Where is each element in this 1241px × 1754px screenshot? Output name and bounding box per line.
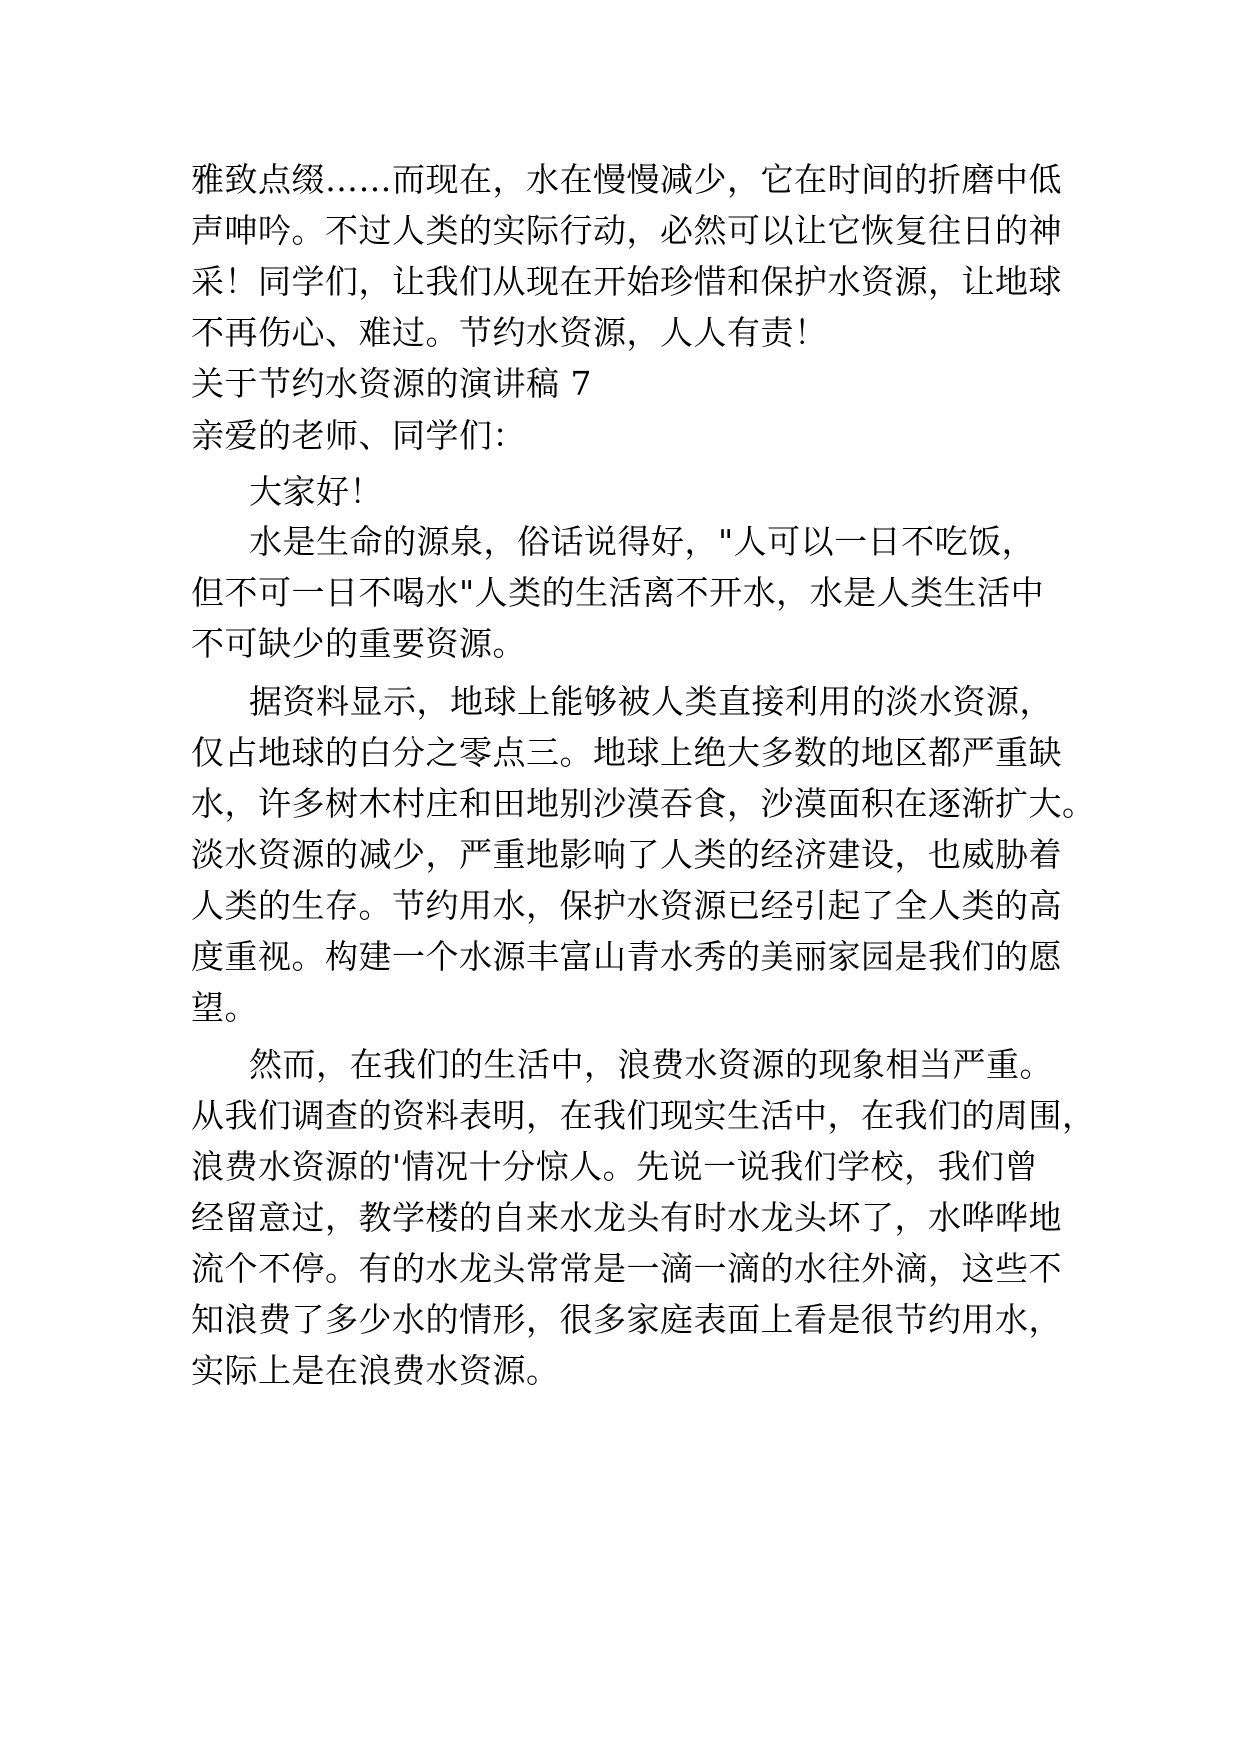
text-line: 不再伤心、难过。节约水资源，人人有责！ (191, 313, 828, 352)
text-line: 不可缺少的重要资源。 (191, 624, 526, 663)
text-line: 浪费水资源的'情况十分惊人。先说一说我们学校，我们曾 (191, 1147, 1039, 1186)
text-line: 然而，在我们的生活中，浪费水资源的现象相当严重。 (249, 1045, 1053, 1084)
text-line: 经留意过，教学楼的自来水龙头有时水龙头坏了，水哗哗地 (191, 1198, 1062, 1237)
text-line: 从我们调查的资料表明，在我们现实生活中，在我们的周围， (191, 1096, 1096, 1135)
text-line: 度重视。构建一个水源丰富山青水秀的美丽家园是我们的愿 (191, 937, 1062, 976)
greeting: 大家好！ (249, 472, 383, 511)
text-line: 据资料显示，地球上能够被人类直接利用的淡水资源， (249, 682, 1053, 721)
text-line: 雅致点缀……而现在，水在慢慢减少，它在时间的折磨中低 (191, 160, 1062, 199)
text-line: 淡水资源的减少，严重地影响了人类的经济建设，也威胁着 (191, 835, 1062, 874)
text-line: 流个不停。有的水龙头常常是一滴一滴的水往外滴，这些不 (191, 1249, 1062, 1288)
text-line: 水，许多树木村庄和田地别沙漠吞食，沙漠面积在逐渐扩大。 (191, 784, 1096, 823)
text-line: 声呻吟。不过人类的实际行动，必然可以让它恢复往日的神 (191, 211, 1062, 250)
text-line: 仅占地球的白分之零点三。地球上绝大多数的地区都严重缺 (191, 733, 1062, 772)
section-heading: 关于节约水资源的演讲稿 7 (191, 364, 592, 403)
text-line: 知浪费了多少水的情形，很多家庭表面上看是很节约用水， (191, 1300, 1062, 1339)
text-line: 采！同学们，让我们从现在开始珍惜和保护水资源，让地球 (191, 262, 1062, 301)
text-line: 人类的生存。节约用水，保护水资源已经引起了全人类的高 (191, 886, 1062, 925)
text-line: 水是生命的源泉，俗话说得好，"人可以一日不吃饭， (249, 522, 1036, 561)
text-line: 望。 (191, 988, 258, 1027)
text-line: 但不可一日不喝水"人类的生活离不开水，水是人类生活中 (191, 573, 1045, 612)
salutation: 亲爱的老师、同学们： (191, 416, 526, 455)
text-line: 实际上是在浪费水资源。 (191, 1351, 560, 1390)
